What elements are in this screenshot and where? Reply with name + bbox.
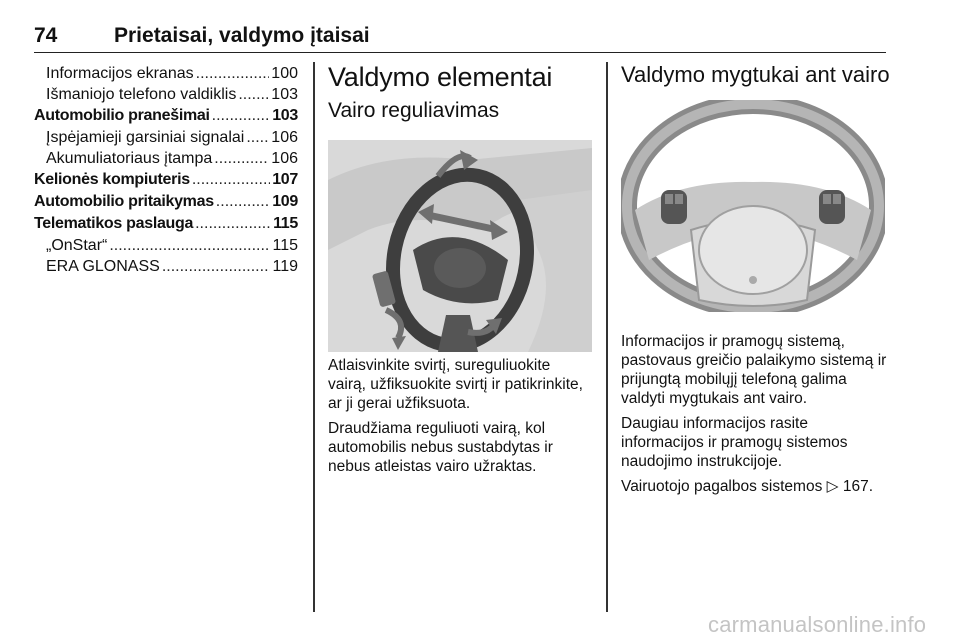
page-header xyxy=(34,22,886,53)
paragraph: Informacijos ir pramogų sistemą, pastovaus greičio palaikymo sistemą ir prijungtą mobilųjį telefoną galima valdyti mygtukais ant vairo. xyxy=(621,333,887,407)
reference-arrow-icon: ▷ xyxy=(826,478,839,495)
toc-item[interactable]: Telematikos paslauga ..... 115 xyxy=(34,214,298,233)
cross-reference[interactable]: Vairuotojo pagalbos sistemos ▷ 167. xyxy=(621,478,874,495)
toc-item[interactable]: Automobilio pritaikymas ..... 109 xyxy=(34,192,298,211)
toc-item[interactable]: Akumuliatoriaus įtampa ..... 106 xyxy=(34,149,298,168)
right-control-buttons xyxy=(819,190,845,224)
toc-item[interactable]: Išmaniojo telefono valdiklis ..... 103 xyxy=(34,85,298,104)
steering-controls-section xyxy=(621,62,891,495)
section-subtitle: Vairo reguliavimas xyxy=(328,99,500,122)
toc-item[interactable]: Informacijos ekranas ..... 100 xyxy=(34,64,298,83)
section-title: Valdymo elementai xyxy=(328,62,553,92)
paragraph: Daugiau informacijos rasite informacijos ir pramogų sistemos naudojimo instrukcijoje. xyxy=(621,415,848,470)
toc-item[interactable]: ERA GLONASS ..... 119 xyxy=(34,257,298,276)
steering-wheel-controls-illustration xyxy=(621,100,885,312)
toc-item[interactable]: Kelionės kompiuteris ..... 107 xyxy=(34,170,298,189)
steering-adjustment-section xyxy=(328,62,592,475)
controls-title: Valdymo mygtukai ant vairo xyxy=(621,62,890,87)
paragraph: Draudžiama reguliuoti vairą, kol automobilis nebus sustabdytas ir nebus atleistas vairo užraktas. xyxy=(328,420,553,475)
table-of-contents xyxy=(34,64,298,278)
toc-item[interactable]: Įspėjamieji garsiniai signalai ..... 106 xyxy=(34,128,298,147)
chapter-title: Prietaisai, valdymo įtaisai xyxy=(114,24,370,47)
left-control-buttons xyxy=(661,190,687,224)
column-divider-left xyxy=(313,62,315,612)
steering-adjustment-illustration xyxy=(328,140,592,352)
page-number: 74 xyxy=(34,24,58,47)
toc-item[interactable]: „OnStar“ ..... 115 xyxy=(34,236,298,255)
toc-item[interactable]: Automobilio pranešimai ..... 103 xyxy=(34,106,298,125)
column-divider-right xyxy=(606,62,608,612)
paragraph: Atlaisvinkite svirtį, sureguliuokite vairą, užfiksuokite svirtį ir patikrinkite, ar ji gerai užfiksuota. xyxy=(328,357,583,412)
watermark: carmanualsonline.info xyxy=(708,612,927,637)
